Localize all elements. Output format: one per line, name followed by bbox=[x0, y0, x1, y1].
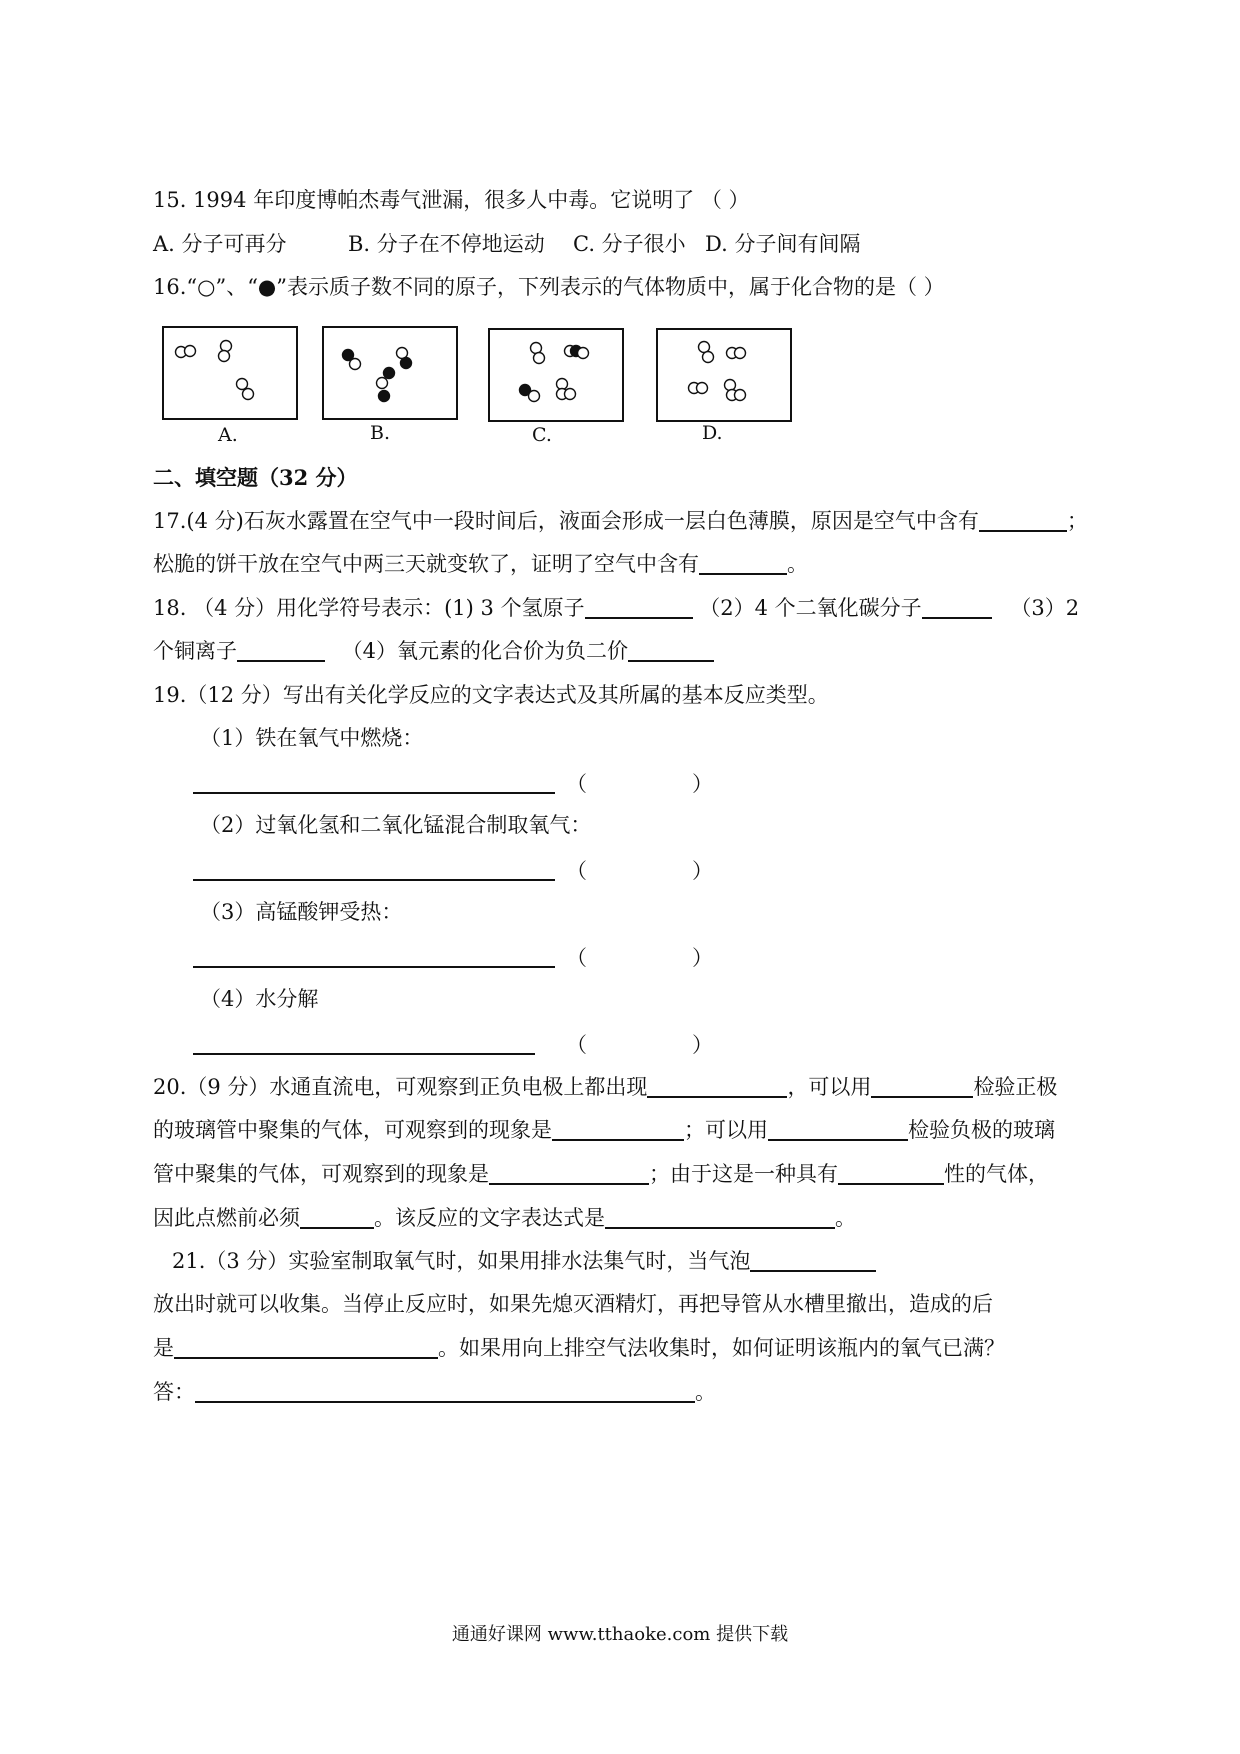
q19-item1-paren-open: （ bbox=[566, 772, 587, 796]
atom-white bbox=[735, 390, 746, 401]
atom-white bbox=[735, 348, 746, 359]
q21-l4a: 答： bbox=[153, 1380, 195, 1404]
q20-blank2[interactable] bbox=[871, 1074, 973, 1098]
atom-white bbox=[531, 343, 542, 354]
q20-blank4[interactable] bbox=[768, 1117, 908, 1141]
q20-line1 bbox=[153, 1073, 1057, 1101]
q17-line1-text: 17.(4 分)石灰水露置在空气中一段时间后，液面会形成一层白色薄膜，原因是空气中含有 bbox=[153, 509, 979, 533]
q17-line2 bbox=[153, 550, 808, 578]
q19-item3-answer-line[interactable] bbox=[193, 944, 555, 968]
q20-l3b: ；由于这是一种具有 bbox=[649, 1162, 838, 1186]
q20-l4c: 。 bbox=[835, 1206, 856, 1230]
page-footer: 通通好课网 www.tthaoke.com 提供下载 bbox=[451, 1624, 789, 1645]
q19-item4-label: （4）水分解 bbox=[200, 987, 319, 1011]
atom-black bbox=[401, 358, 412, 369]
molecule-box-c bbox=[488, 328, 624, 422]
q19-item3-paren-open: （ bbox=[566, 946, 587, 970]
q19-item1-paren-close: ） bbox=[692, 772, 713, 796]
molecule-diagram-c bbox=[490, 330, 622, 420]
q19-item2-answer-line[interactable] bbox=[193, 857, 555, 881]
q20-l1c: 检验正极 bbox=[973, 1075, 1058, 1099]
q19-stem: 19.（12 分）写出有关化学反应的文字表达式及其所属的基本反应类型。 bbox=[153, 683, 829, 707]
q20-blank8[interactable] bbox=[605, 1205, 835, 1229]
q15-option-d: D. 分子间有间隔 bbox=[705, 232, 861, 256]
q21-line3 bbox=[153, 1334, 1005, 1362]
q15-option-a: A. 分子可再分 bbox=[153, 232, 287, 256]
atom-white bbox=[243, 389, 254, 400]
atom-black bbox=[384, 368, 395, 379]
q21-l3a: 是 bbox=[153, 1336, 174, 1360]
q20-l2c: 检验负极的玻璃 bbox=[908, 1118, 1055, 1142]
atom-white bbox=[565, 389, 576, 400]
q20-l1b: ，可以用 bbox=[787, 1075, 872, 1099]
q15-option-b: B. 分子在不停地运动 bbox=[348, 232, 545, 256]
q20-l1a: 20.（9 分）水通直流电，可观察到正负电极上都出现 bbox=[153, 1075, 648, 1099]
q18-blank4[interactable] bbox=[628, 638, 714, 662]
atom-white bbox=[703, 352, 714, 363]
q19-item3-paren-close: ） bbox=[692, 946, 713, 970]
q20-blank3[interactable] bbox=[552, 1117, 684, 1141]
q17-line2-text: 松脆的饼干放在空气中两三天就变软了，证明了空气中含有 bbox=[153, 552, 699, 576]
q19-item4-answer-line[interactable] bbox=[193, 1031, 535, 1055]
q19-item2-paren-close: ） bbox=[692, 859, 713, 883]
q15-option-c: C. 分子很小 bbox=[573, 232, 686, 256]
q18-part2: （2）4 个二氧化碳分子 bbox=[699, 596, 922, 620]
atom-white bbox=[350, 359, 361, 370]
q20-l2a: 的玻璃管中聚集的气体，可观察到的现象是 bbox=[153, 1118, 552, 1142]
q18-blank2[interactable] bbox=[922, 595, 992, 619]
q21-blank3[interactable] bbox=[195, 1379, 695, 1403]
atom-white bbox=[725, 380, 736, 391]
q16-stem: 16.“○”、“●”表示质子数不同的原子，下列表示的气体物质中，属于化合物的是（ ） bbox=[153, 275, 945, 299]
q21-line2: 放出时就可以收集。当停止反应时，如果先熄灭酒精灯，再把导管从水槽里撤出，造成的后 bbox=[153, 1292, 993, 1316]
atom-white bbox=[237, 379, 248, 390]
q19-item1-answer-line[interactable] bbox=[193, 770, 555, 794]
q21-l4b: 。 bbox=[695, 1380, 716, 1404]
q19-item4-paren-close: ） bbox=[692, 1033, 713, 1057]
q16-label-c: C. bbox=[532, 424, 552, 446]
q18-blank3[interactable] bbox=[237, 638, 325, 662]
q16-label-a: A. bbox=[218, 424, 238, 446]
atom-white bbox=[221, 341, 232, 352]
q19-item3-label: （3）高锰酸钾受热： bbox=[200, 900, 403, 924]
q18-line2 bbox=[153, 637, 714, 665]
q17-blank2[interactable] bbox=[699, 551, 787, 575]
molecule-diagram-b bbox=[324, 328, 456, 418]
q18-part5: （4）氧元素的化合价为负二价 bbox=[341, 639, 629, 663]
q21-l1: 21.（3 分）实验室制取氧气时，如果用排水法集气时，当气泡 bbox=[172, 1249, 751, 1273]
q18-part4: 个铜离子 bbox=[153, 639, 237, 663]
molecule-box-b bbox=[322, 326, 458, 420]
molecule-diagram-a bbox=[164, 328, 296, 418]
q21-line4 bbox=[153, 1378, 716, 1406]
q21-l3b: 。如果用向上排空气法收集时，如何证明该瓶内的氧气已满？ bbox=[438, 1336, 1005, 1360]
atom-black bbox=[379, 391, 390, 402]
section-title: 二、填空题（32 分） bbox=[153, 465, 358, 490]
atom-white bbox=[529, 391, 540, 402]
q17-blank1[interactable] bbox=[979, 508, 1067, 532]
q18-part1: 18. （4 分）用化学符号表示：(1) 3 个氢原子 bbox=[153, 596, 585, 620]
q20-l2b: ；可以用 bbox=[684, 1118, 768, 1142]
atom-white bbox=[377, 378, 388, 389]
q18-line1 bbox=[153, 594, 1079, 622]
q20-blank5[interactable] bbox=[489, 1161, 649, 1185]
q20-l4a: 因此点燃前必须 bbox=[153, 1206, 300, 1230]
molecule-diagram-d bbox=[658, 330, 790, 420]
atom-white bbox=[185, 346, 196, 357]
molecule-box-a bbox=[162, 326, 298, 420]
q20-l3a: 管中聚集的气体，可观察到的现象是 bbox=[153, 1162, 489, 1186]
q18-blank1[interactable] bbox=[585, 595, 693, 619]
q20-l4b: 。该反应的文字表达式是 bbox=[374, 1206, 605, 1230]
q21-line1 bbox=[172, 1247, 876, 1275]
q18-part3: （3）2 bbox=[1010, 596, 1080, 620]
atom-white bbox=[219, 351, 230, 362]
q20-l3c: 性的气体， bbox=[944, 1162, 1049, 1186]
q20-line3 bbox=[153, 1160, 1049, 1188]
atom-white bbox=[534, 353, 545, 364]
atom-white bbox=[578, 348, 589, 359]
q20-blank6[interactable] bbox=[838, 1161, 944, 1185]
q20-line4 bbox=[153, 1204, 856, 1232]
q17-line1-end: ； bbox=[1066, 509, 1088, 533]
molecule-box-d bbox=[656, 328, 792, 422]
q21-blank2[interactable] bbox=[174, 1335, 438, 1359]
q20-blank7[interactable] bbox=[300, 1205, 374, 1229]
q21-blank1[interactable] bbox=[750, 1248, 876, 1272]
q15-stem: 15. 1994 年印度博帕杰毒气泄漏，很多人中毒。它说明了 （ ） bbox=[153, 188, 750, 212]
q16-label-d: D. bbox=[702, 422, 723, 444]
q19-item2-label: （2）过氧化氢和二氧化锰混合制取氧气： bbox=[200, 813, 592, 837]
q16-label-b: B. bbox=[370, 422, 391, 444]
q17-line1 bbox=[153, 507, 1088, 535]
q20-line2 bbox=[153, 1116, 1055, 1144]
q19-item1-label: （1）铁在氧气中燃烧： bbox=[200, 726, 424, 750]
q19-item4-paren-open: （ bbox=[566, 1033, 587, 1057]
q20-blank1[interactable] bbox=[647, 1074, 787, 1098]
q19-item2-paren-open: （ bbox=[566, 859, 587, 883]
q17-line2-end: 。 bbox=[787, 552, 808, 576]
atom-white bbox=[697, 383, 708, 394]
